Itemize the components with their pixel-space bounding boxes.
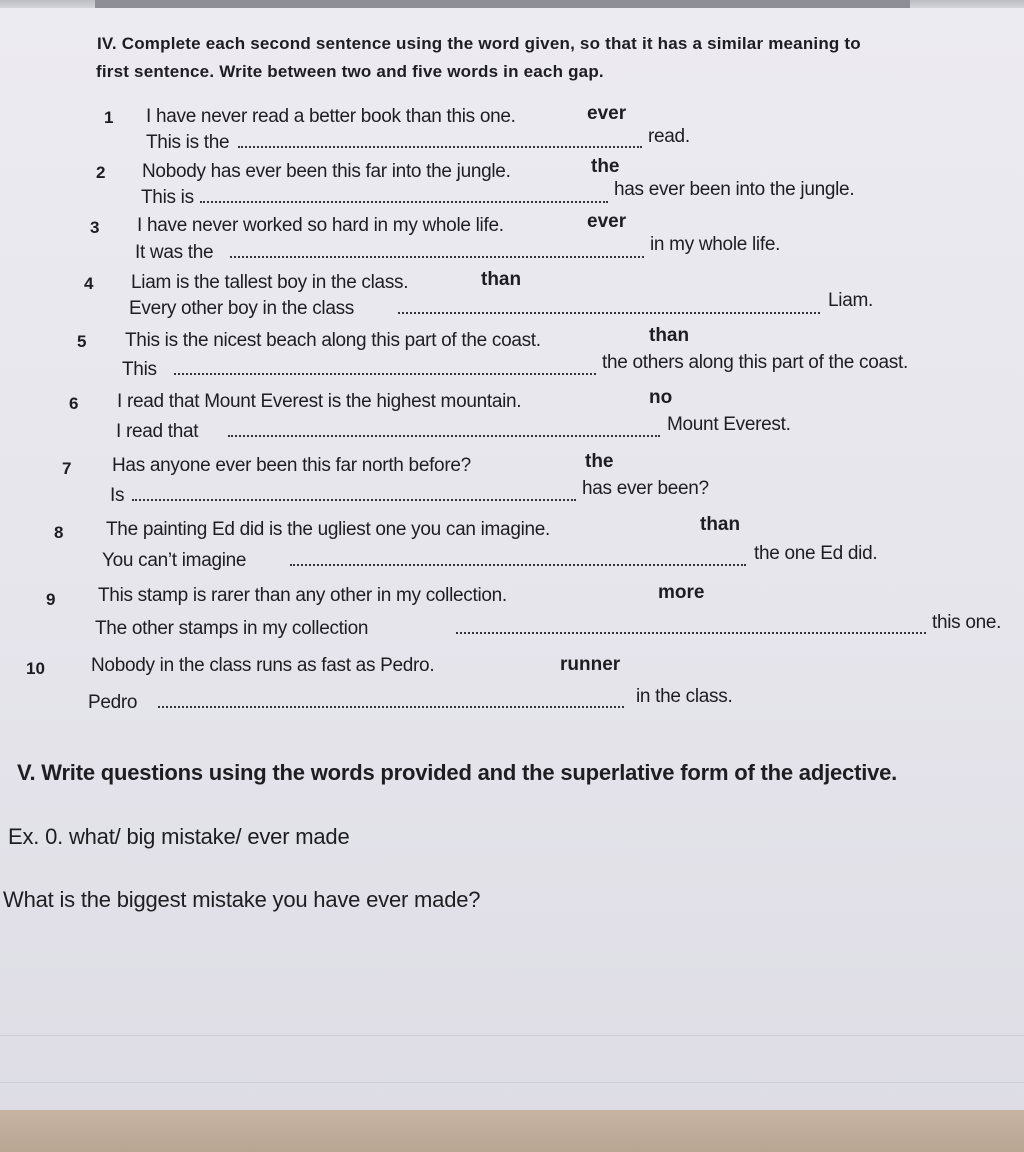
item-number: 9 xyxy=(46,590,56,609)
item-keyword: ever xyxy=(587,211,627,232)
answer-gap[interactable] xyxy=(174,373,596,375)
answer-gap[interactable] xyxy=(228,435,660,437)
item-sentence: Nobody has ever been this far into the jungle. xyxy=(142,161,511,182)
item-number: 4 xyxy=(84,274,94,293)
ruled-line xyxy=(0,1035,1024,1036)
answer-gap[interactable] xyxy=(456,632,926,634)
item-keyword: ever xyxy=(587,103,627,124)
answer-gap[interactable] xyxy=(200,201,608,203)
item-end: has ever been? xyxy=(582,478,709,499)
item-sentence: I read that Mount Everest is the highest mountain. xyxy=(117,391,522,412)
item-sentence: Has anyone ever been this far north before? xyxy=(112,455,471,476)
item-number: 2 xyxy=(96,163,106,182)
item-sentence: Liam is the tallest boy in the class. xyxy=(131,272,409,293)
item-keyword: the xyxy=(591,156,620,177)
item-keyword: than xyxy=(700,514,741,535)
top-edge-shadow xyxy=(95,0,910,8)
item-start: This is the xyxy=(146,132,230,153)
item-number: 8 xyxy=(54,523,64,542)
answer-gap[interactable] xyxy=(230,256,644,258)
item-start: The other stamps in my collection xyxy=(95,618,369,639)
item-keyword: the xyxy=(585,451,614,472)
item-keyword: runner xyxy=(560,654,621,675)
item-number: 5 xyxy=(77,332,87,351)
item-number: 1 xyxy=(104,108,114,127)
item-end: the others along this part of the coast. xyxy=(602,352,908,373)
item-number: 10 xyxy=(26,659,45,678)
answer-gap[interactable] xyxy=(238,146,642,148)
answer-gap[interactable] xyxy=(132,499,576,501)
item-end: in the class. xyxy=(636,686,733,707)
item-number: 3 xyxy=(90,218,100,237)
item-keyword: than xyxy=(481,269,522,290)
item-keyword: than xyxy=(649,325,690,346)
item-sentence: This is the nicest beach along this part of the coast. xyxy=(125,330,541,351)
table-surface xyxy=(0,1110,1024,1152)
item-start: This is xyxy=(141,187,194,208)
item-end: in my whole life. xyxy=(650,234,781,255)
ruled-line xyxy=(0,1082,1024,1083)
item-end: Liam. xyxy=(828,290,873,311)
item-sentence: Nobody in the class runs as fast as Pedro. xyxy=(91,655,435,676)
item-end: this one. xyxy=(932,612,1002,633)
answer-gap[interactable] xyxy=(158,706,624,708)
item-start: Every other boy in the class xyxy=(129,298,354,319)
item-number: 6 xyxy=(69,394,79,413)
item-start: Is xyxy=(110,485,125,506)
item-sentence: The painting Ed did is the ugliest one you can imagine. xyxy=(106,519,551,540)
item-end: the one Ed did. xyxy=(754,543,878,564)
item-number: 7 xyxy=(62,459,72,478)
example-answer: What is the biggest mistake you have ever made? xyxy=(3,887,481,912)
item-end: has ever been into the jungle. xyxy=(614,179,855,200)
item-end: Mount Everest. xyxy=(667,414,791,435)
item-end: read. xyxy=(648,126,690,147)
item-sentence: I have never read a better book than this one. xyxy=(146,106,516,127)
item-sentence: This stamp is rarer than any other in my collection. xyxy=(98,585,507,606)
item-sentence: I have never worked so hard in my whole life. xyxy=(137,215,504,236)
item-keyword: no xyxy=(649,387,673,408)
item-start: I read that xyxy=(116,421,199,442)
item-start: Pedro xyxy=(88,692,138,713)
item-start: This xyxy=(122,359,157,380)
item-keyword: more xyxy=(658,582,705,603)
example-prompt: Ex. 0. what/ big mistake/ ever made xyxy=(8,824,350,849)
section-iv-heading-line1: IV. Complete each second sentence using the word given, so that it has a similar meaning to xyxy=(97,34,861,53)
answer-gap[interactable] xyxy=(290,564,746,566)
answer-gap[interactable] xyxy=(398,312,820,314)
item-start: You can’t imagine xyxy=(102,550,247,571)
section-iv-heading-line2: first sentence. Write between two and five words in each gap. xyxy=(96,62,604,81)
section-v-heading: V. Write questions using the words provided and the superlative form of the adjective. xyxy=(17,760,898,785)
item-start: It was the xyxy=(135,242,214,263)
